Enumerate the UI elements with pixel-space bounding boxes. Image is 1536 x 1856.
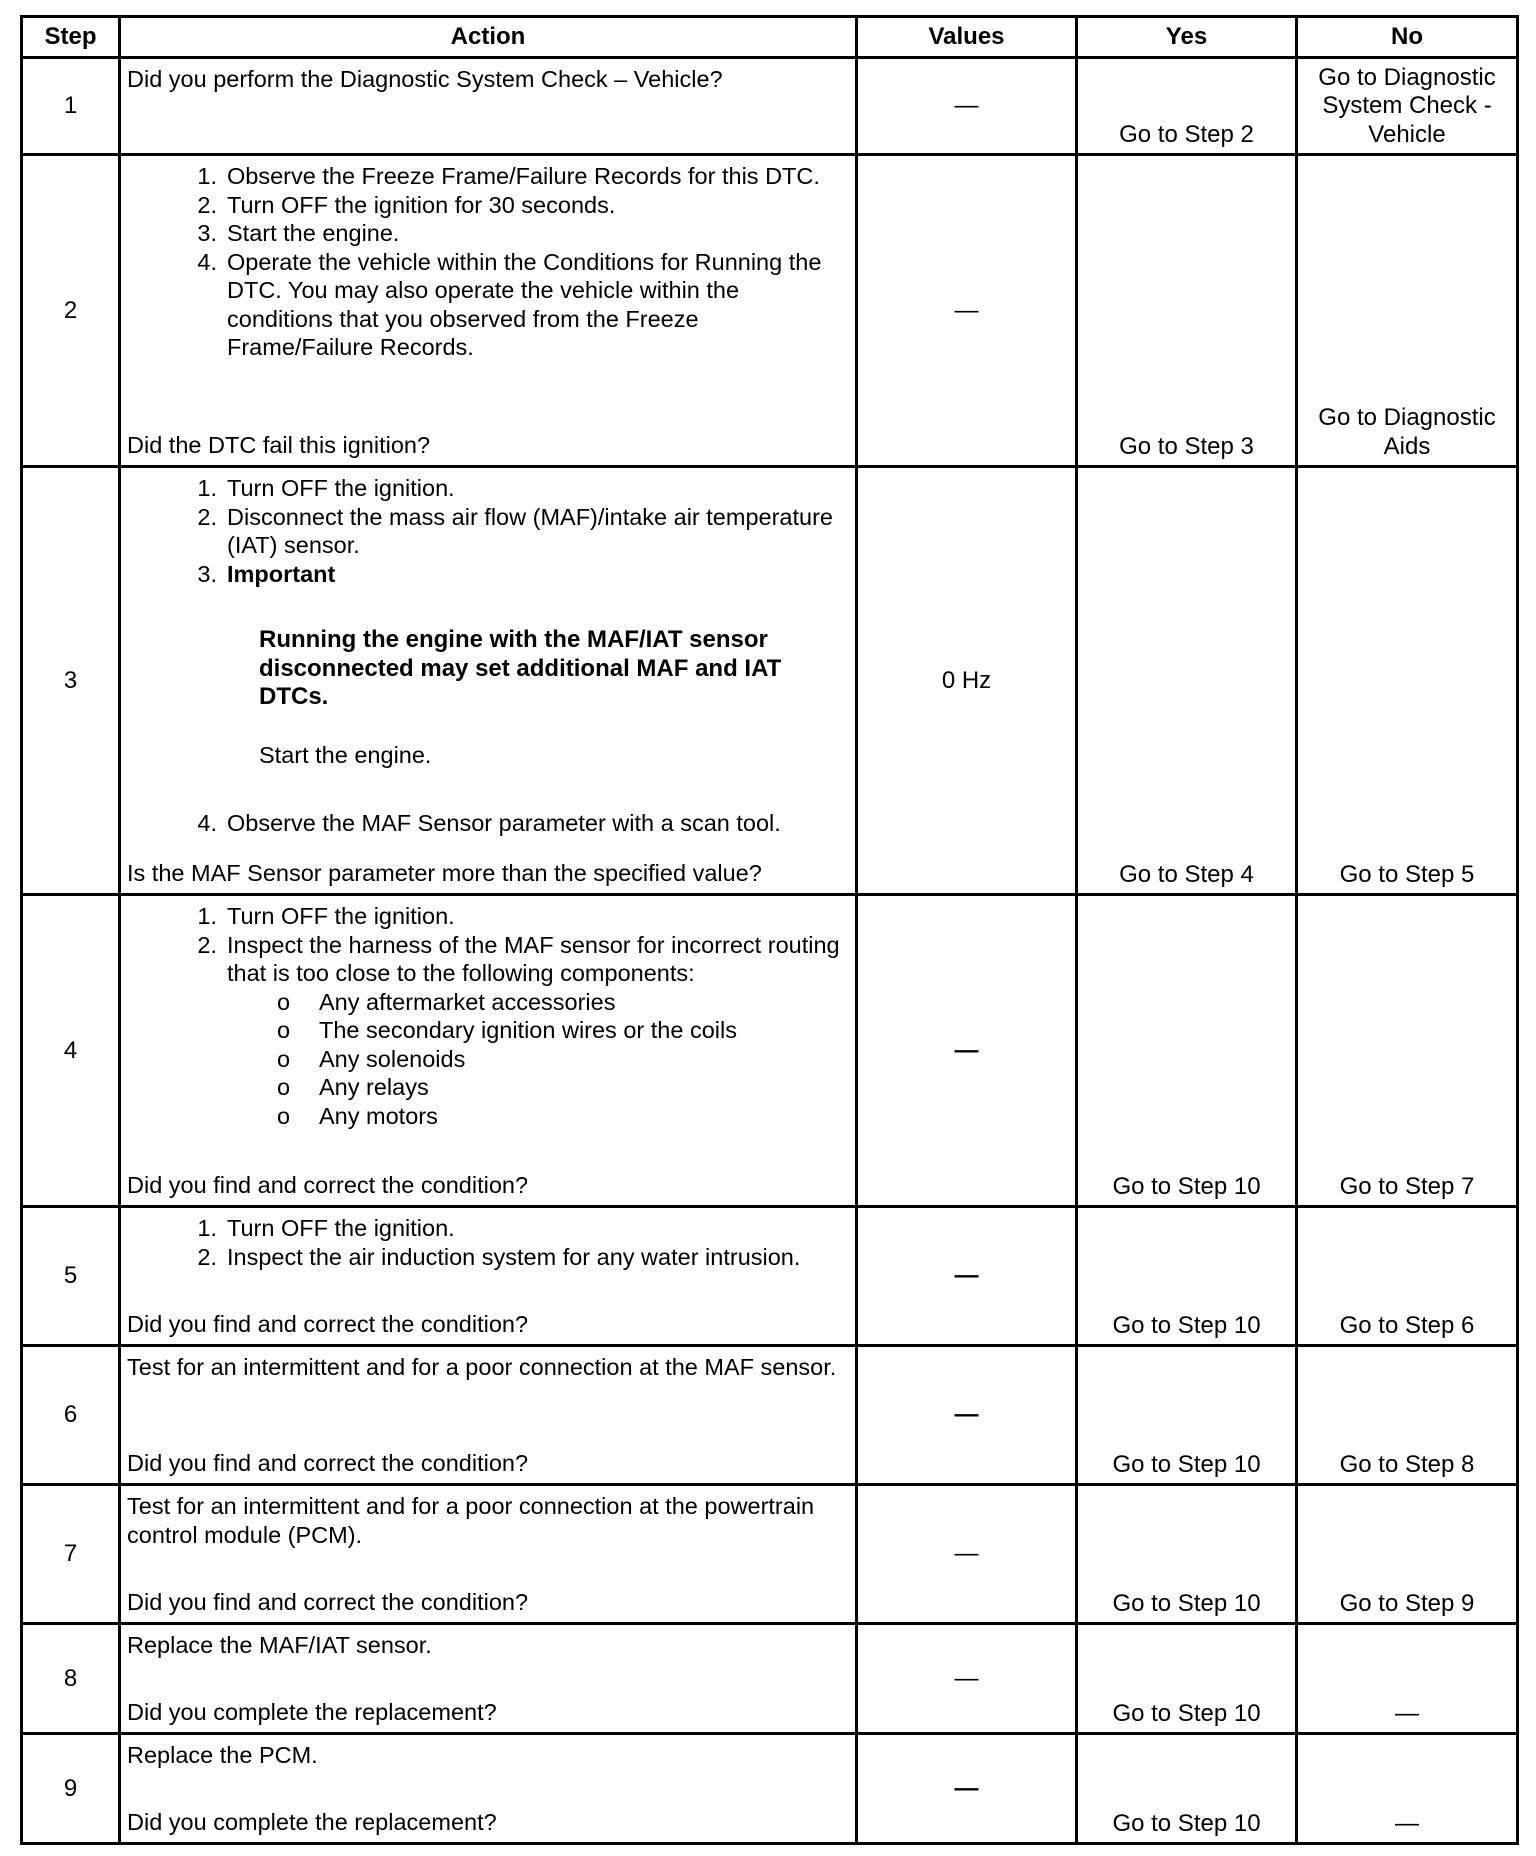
action-step: Inspect the air induction system for any water intrusion. bbox=[227, 1243, 801, 1270]
no-cell: — bbox=[1297, 1734, 1518, 1844]
table-row bbox=[22, 1346, 1518, 1485]
action-text: Test for an intermittent and for a poor connection at the MAF sensor. bbox=[127, 1354, 837, 1380]
table-row bbox=[22, 895, 1518, 1207]
step-number: 3 bbox=[22, 467, 120, 895]
no-cell: Go to Step 8 bbox=[1297, 1346, 1518, 1485]
action-cell bbox=[120, 1346, 857, 1485]
action-step: Start the engine. bbox=[227, 220, 400, 246]
no-cell: Go to Step 5 bbox=[1297, 467, 1518, 895]
header-no: No bbox=[1297, 17, 1518, 58]
action-question: Is the MAF Sensor parameter more than the specified value? bbox=[127, 859, 762, 886]
yes-cell: Go to Step 10 bbox=[1077, 1346, 1297, 1485]
yes-cell: Go to Step 10 bbox=[1077, 1624, 1297, 1734]
yes-cell: Go to Step 10 bbox=[1077, 1207, 1297, 1346]
no-cell: — bbox=[1297, 1624, 1518, 1734]
table-row bbox=[22, 1485, 1518, 1624]
action-cell: 1. Turn OFF the ignition. 2. Disconnect the mass air flow (MAF)/intake air temperature (IAT) sensor. 3. Important Running the engine with the MAF/IAT sensor disconnected may set additional MAF and IAT DTCs. Start the engine. 4. Observe the MAF Sensor parameter with a scan tool. Is the MAF Sensor parameter more than the specified value? bbox=[120, 467, 857, 895]
step-number: 4 bbox=[22, 895, 120, 1207]
step-number: 9 bbox=[22, 1734, 120, 1844]
table-row bbox=[22, 467, 1518, 895]
value-cell: — bbox=[857, 895, 1077, 1207]
action-question: Did you find and correct the condition? bbox=[127, 1171, 529, 1198]
value-cell: — bbox=[857, 1734, 1077, 1844]
action-cell bbox=[120, 58, 857, 155]
header-action: Action bbox=[120, 17, 857, 58]
bullet-icon: o bbox=[277, 1017, 291, 1043]
yes-cell: Go to Step 4 bbox=[1077, 467, 1297, 895]
action-step: Observe the Freeze Frame/Failure Records for this DTC. bbox=[227, 163, 820, 189]
action-question: Did you complete the replacement? bbox=[127, 1698, 497, 1725]
action-subitem: Any relays bbox=[319, 1074, 429, 1100]
value-cell: — bbox=[857, 1485, 1077, 1624]
yes-cell: Go to Step 2 bbox=[1077, 58, 1297, 155]
action-text: Replace the PCM. bbox=[127, 1742, 318, 1768]
value-cell: — bbox=[857, 1624, 1077, 1734]
step-number: 7 bbox=[22, 1485, 120, 1624]
header-values: Values bbox=[857, 17, 1077, 58]
diagnostic-table bbox=[20, 15, 1519, 1845]
bullet-icon: o bbox=[277, 1102, 291, 1129]
step-number: 5 bbox=[22, 1207, 120, 1346]
action-step: Turn OFF the ignition. bbox=[227, 475, 455, 501]
action-subitem: Any aftermarket accessories bbox=[319, 988, 616, 1015]
table-row bbox=[22, 155, 1518, 467]
action-question: Did you perform the Diagnostic System Check – Vehicle? bbox=[127, 66, 723, 92]
action-cell bbox=[120, 1624, 857, 1734]
action-subitem: Any solenoids bbox=[319, 1045, 466, 1072]
yes-cell: Go to Step 10 bbox=[1077, 895, 1297, 1207]
table-row bbox=[22, 1624, 1518, 1734]
action-cell: 1. Turn OFF the ignition. 2. Inspect the harness of the MAF sensor for incorrect routing that is too close to the following components: o Any aftermarket accessories o The secondary ignition wires or the coils o Any solenoids o Any relays o Any motors Did you find and correct the condition? bbox=[120, 895, 857, 1207]
value-cell: — bbox=[857, 1346, 1077, 1485]
header-yes: Yes bbox=[1077, 17, 1297, 58]
table-row bbox=[22, 58, 1518, 155]
action-cell: 1. Turn OFF the ignition. 2. Inspect the air induction system for any water intrusion. Did you find and correct the condition? bbox=[120, 1207, 857, 1346]
table-row bbox=[22, 1734, 1518, 1844]
no-cell: Go to Diagnostic Aids bbox=[1297, 155, 1518, 467]
action-text: Test for an intermittent and for a poor connection at the powertrain control module (PCM). bbox=[127, 1493, 815, 1548]
value-cell: 0 Hz bbox=[857, 467, 1077, 895]
step-number: 8 bbox=[22, 1624, 120, 1734]
step-number: 1 bbox=[22, 58, 120, 155]
bullet-icon: o bbox=[277, 1045, 291, 1072]
bullet-icon: o bbox=[277, 988, 291, 1015]
action-cell bbox=[120, 1485, 857, 1624]
yes-cell: Go to Step 10 bbox=[1077, 1485, 1297, 1624]
action-question: Did you complete the replacement? bbox=[127, 1808, 497, 1835]
yes-cell: Go to Step 10 bbox=[1077, 1734, 1297, 1844]
action-step: Inspect the harness of the MAF sensor for incorrect routing that is too close to the following components: bbox=[227, 931, 840, 986]
action-step: Turn OFF the ignition. bbox=[227, 1215, 455, 1241]
important-label: Important bbox=[227, 560, 336, 587]
action-question: Did you find and correct the condition? bbox=[127, 1588, 529, 1615]
action-step: Turn OFF the ignition. bbox=[227, 903, 455, 929]
bullet-icon: o bbox=[277, 1074, 291, 1100]
no-cell: Go to Step 7 bbox=[1297, 895, 1518, 1207]
no-cell: Go to Step 9 bbox=[1297, 1485, 1518, 1624]
header-step: Step bbox=[22, 17, 120, 58]
action-step: Observe the MAF Sensor parameter with a scan tool. bbox=[227, 810, 781, 836]
action-subitem: Any motors bbox=[319, 1102, 438, 1129]
yes-cell: Go to Step 3 bbox=[1077, 155, 1297, 467]
action-step: Disconnect the mass air flow (MAF)/intake air temperature (IAT) sensor. bbox=[227, 503, 833, 558]
action-step: Turn OFF the ignition for 30 seconds. bbox=[227, 191, 616, 218]
action-step: Operate the vehicle within the Conditions for Running the DTC. You may also operate the vehicle within the conditions that you observed from the Freeze Frame/Failure Records. bbox=[227, 248, 822, 360]
action-question: Did you find and correct the condition? bbox=[127, 1449, 529, 1476]
action-question: Did you find and correct the condition? bbox=[127, 1310, 529, 1337]
action-text: Replace the MAF/IAT sensor. bbox=[127, 1632, 432, 1658]
action-question: Did the DTC fail this ignition? bbox=[127, 431, 431, 458]
action-cell: 1. Observe the Freeze Frame/Failure Records for this DTC. 2. Turn OFF the ignition for 30 seconds. 3. Start the engine. 4. Operate the vehicle within the Conditions for Running the DTC. You may also operate the vehicle within the conditions that you observed from the Freeze Frame/Failure Records. Did the DTC fail this ignition? bbox=[120, 155, 857, 467]
header-row bbox=[22, 17, 1518, 58]
table-row bbox=[22, 1207, 1518, 1346]
step-number: 6 bbox=[22, 1346, 120, 1485]
value-cell: — bbox=[857, 155, 1077, 467]
value-cell: — bbox=[857, 1207, 1077, 1346]
action-subitem: The secondary ignition wires or the coils bbox=[319, 1017, 737, 1043]
step-number: 2 bbox=[22, 155, 120, 467]
no-cell: Go to Diagnostic System Check - Vehicle bbox=[1297, 58, 1518, 155]
value-cell: — bbox=[857, 58, 1077, 155]
action-step: Start the engine. bbox=[259, 741, 432, 768]
action-cell bbox=[120, 1734, 857, 1844]
important-note: Running the engine with the MAF/IAT sensor disconnected may set additional MAF and IAT DTCs. bbox=[259, 626, 782, 710]
no-cell: Go to Step 6 bbox=[1297, 1207, 1518, 1346]
